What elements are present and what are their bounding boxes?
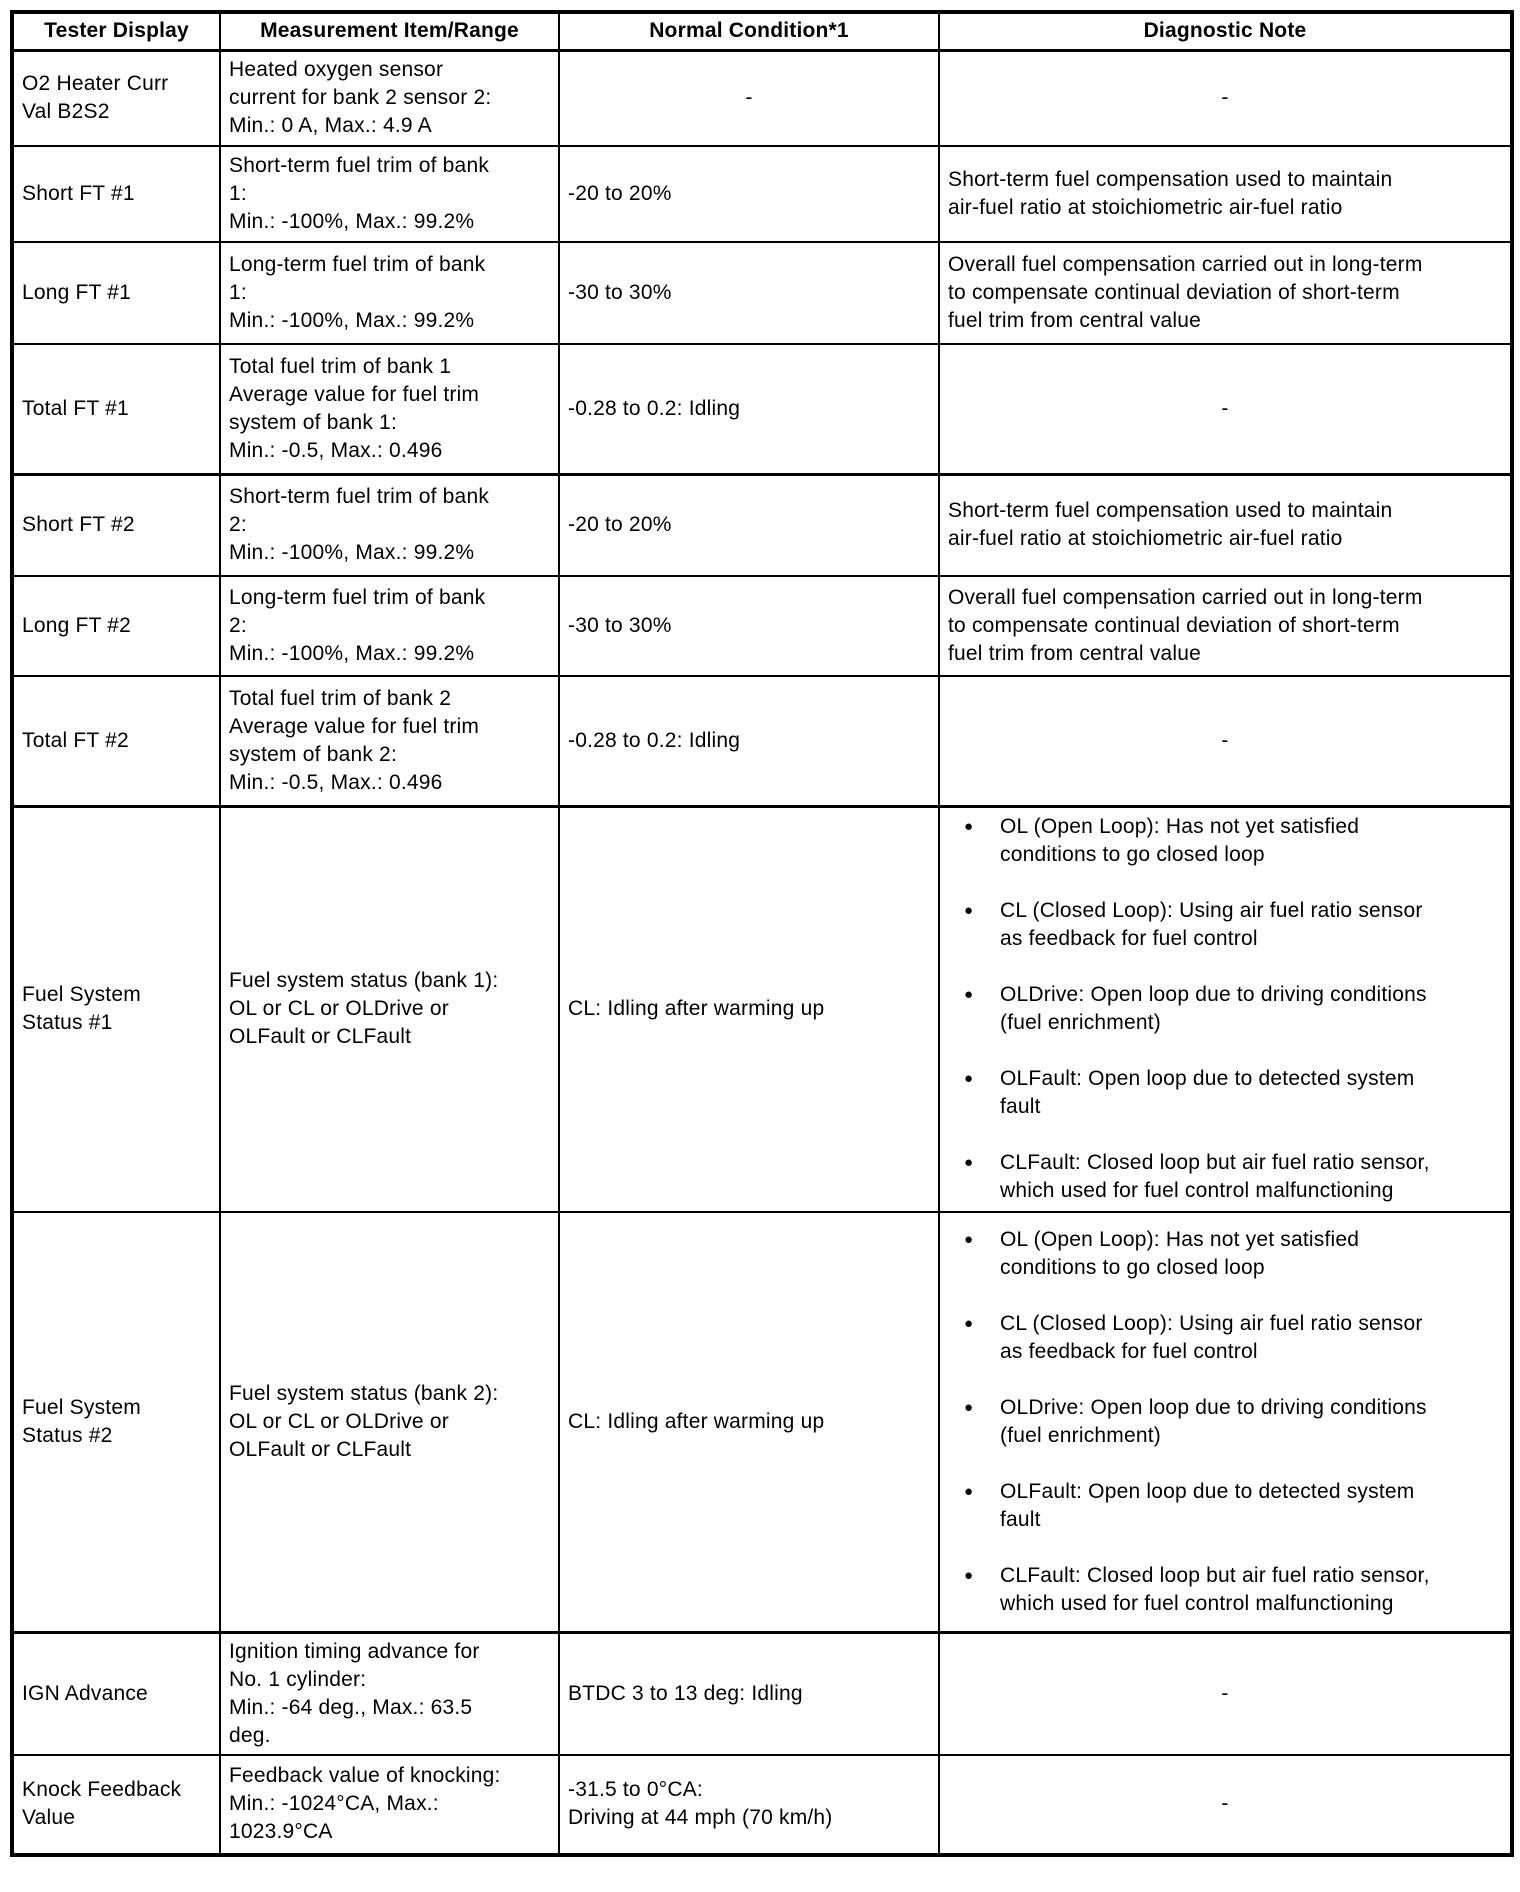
- diagnostic-note-cell: -: [939, 1755, 1512, 1855]
- measurement-item-range-cell: Feedback value of knocking: Min.: -1024°CA, Max.: 1023.9°CA: [220, 1755, 559, 1855]
- normal-condition-cell: CL: Idling after warming up: [559, 806, 939, 1212]
- tester-display-cell: Long FT #1: [12, 242, 220, 344]
- bullet-item-text: OLDrive: Open loop due to driving conditions (fuel enrichment): [1000, 1395, 1427, 1447]
- tester-display-cell: Fuel System Status #1: [12, 806, 220, 1212]
- bullet-icon: ●: [964, 818, 974, 836]
- tester-display-cell: O2 Heater Curr Val B2S2: [12, 50, 220, 146]
- measurement-item-range-cell: Total fuel trim of bank 2 Average value for fuel trim system of bank 2: Min.: -0.5, Max.: 0.496: [220, 676, 559, 806]
- bullet-list-item: [948, 1394, 1504, 1450]
- bullet-item-text: OLFault: Open loop due to detected system fault: [1000, 1479, 1415, 1531]
- measurement-item-range-cell: Short-term fuel trim of bank 2: Min.: -100%, Max.: 99.2%: [220, 474, 559, 576]
- diagnostic-note-cell: -: [939, 344, 1512, 474]
- column-header: Tester Display: [12, 12, 220, 50]
- normal-condition-cell: -30 to 30%: [559, 242, 939, 344]
- bullet-list-item: [948, 1226, 1504, 1282]
- column-header: Measurement Item/Range: [220, 12, 559, 50]
- table-row: [12, 676, 1512, 806]
- normal-condition-cell: -0.28 to 0.2: Idling: [559, 676, 939, 806]
- tester-display-cell: Fuel System Status #2: [12, 1212, 220, 1632]
- normal-condition-cell: -31.5 to 0°CA: Driving at 44 mph (70 km/h): [559, 1755, 939, 1855]
- bullet-icon: ●: [964, 1230, 974, 1248]
- table-row: [12, 50, 1512, 146]
- bullet-list-item: [948, 981, 1504, 1037]
- bullet-list-item: [948, 897, 1504, 953]
- bullet-list-item: [948, 1310, 1504, 1366]
- diagnostic-note-cell: [939, 1212, 1512, 1632]
- normal-condition-cell: -: [559, 50, 939, 146]
- table-body: [12, 50, 1512, 1855]
- normal-condition-cell: -0.28 to 0.2: Idling: [559, 344, 939, 474]
- measurement-item-range-cell: Short-term fuel trim of bank 1: Min.: -100%, Max.: 99.2%: [220, 146, 559, 242]
- measurement-item-range-cell: Fuel system status (bank 2): OL or CL or OLDrive or OLFault or CLFault: [220, 1212, 559, 1632]
- tester-display-cell: Total FT #2: [12, 676, 220, 806]
- measurement-item-range-cell: Long-term fuel trim of bank 1: Min.: -100%, Max.: 99.2%: [220, 242, 559, 344]
- tester-display-cell: IGN Advance: [12, 1632, 220, 1755]
- tester-display-cell: Short FT #2: [12, 474, 220, 576]
- bullet-item-text: CL (Closed Loop): Using air fuel ratio sensor as feedback for fuel control: [1000, 899, 1423, 951]
- bullet-item-text: CLFault: Closed loop but air fuel ratio sensor, which used for fuel control malfunctioning: [1000, 1151, 1430, 1203]
- table-row: [12, 474, 1512, 576]
- diagnostic-note-cell: Short-term fuel compensation used to maintain air-fuel ratio at stoichiometric air-fuel ratio: [939, 474, 1512, 576]
- bullet-item-text: OLDrive: Open loop due to driving conditions (fuel enrichment): [1000, 983, 1427, 1035]
- tester-display-cell: Short FT #1: [12, 146, 220, 242]
- diagnostic-note-cell: -: [939, 50, 1512, 146]
- table-row: [12, 344, 1512, 474]
- table-row: [12, 1632, 1512, 1755]
- tester-display-cell: Long FT #2: [12, 576, 220, 676]
- bullet-list-item: [948, 1478, 1504, 1534]
- measurement-item-range-cell: Fuel system status (bank 1): OL or CL or OLDrive or OLFault or CLFault: [220, 806, 559, 1212]
- measurement-item-range-cell: Long-term fuel trim of bank 2: Min.: -100%, Max.: 99.2%: [220, 576, 559, 676]
- bullet-list-item: [948, 1562, 1504, 1618]
- header-row: [12, 12, 1512, 50]
- bullet-item-text: CL (Closed Loop): Using air fuel ratio sensor as feedback for fuel control: [1000, 1311, 1423, 1363]
- measurement-item-range-cell: Total fuel trim of bank 1 Average value for fuel trim system of bank 1: Min.: -0.5, Max.: 0.496: [220, 344, 559, 474]
- diagnostic-note-cell: Short-term fuel compensation used to maintain air-fuel ratio at stoichiometric air-fuel ratio: [939, 146, 1512, 242]
- bullet-list-item: [948, 1065, 1504, 1121]
- bullet-list-item: [948, 813, 1504, 869]
- measurement-item-range-cell: Ignition timing advance for No. 1 cylinder: Min.: -64 deg., Max.: 63.5 deg.: [220, 1632, 559, 1755]
- normal-condition-cell: -20 to 20%: [559, 474, 939, 576]
- diagnostic-note-cell: Overall fuel compensation carried out in long-term to compensate continual deviation of short-term fuel trim from central value: [939, 576, 1512, 676]
- diagnostic-note-cell: Overall fuel compensation carried out in long-term to compensate continual deviation of short-term fuel trim from central value: [939, 242, 1512, 344]
- normal-condition-cell: -20 to 20%: [559, 146, 939, 242]
- bullet-icon: ●: [964, 1566, 974, 1584]
- table-row: [12, 242, 1512, 344]
- table-row: [12, 806, 1512, 1212]
- diagnostic-note-cell: -: [939, 676, 1512, 806]
- table-row: [12, 1212, 1512, 1632]
- bullet-icon: ●: [964, 1482, 974, 1500]
- bullet-icon: ●: [964, 1398, 974, 1416]
- bullet-item-text: OLFault: Open loop due to detected system fault: [1000, 1067, 1415, 1119]
- bullet-item-text: OL (Open Loop): Has not yet satisfied conditions to go closed loop: [1000, 1227, 1360, 1279]
- normal-condition-cell: BTDC 3 to 13 deg: Idling: [559, 1632, 939, 1755]
- measurement-item-range-cell: Heated oxygen sensor current for bank 2 sensor 2: Min.: 0 A, Max.: 4.9 A: [220, 50, 559, 146]
- bullet-icon: ●: [964, 1070, 974, 1088]
- normal-condition-cell: -30 to 30%: [559, 576, 939, 676]
- column-header: Normal Condition*1: [559, 12, 939, 50]
- bullet-list-item: [948, 1149, 1504, 1205]
- bullet-icon: ●: [964, 986, 974, 1004]
- column-header: Diagnostic Note: [939, 12, 1512, 50]
- bullet-icon: ●: [964, 1314, 974, 1332]
- diagnostic-data-table: [10, 10, 1514, 1857]
- bullet-item-text: OL (Open Loop): Has not yet satisfied conditions to go closed loop: [1000, 815, 1360, 867]
- table-row: [12, 576, 1512, 676]
- bullet-icon: ●: [964, 902, 974, 920]
- table-row: [12, 1755, 1512, 1855]
- bullet-icon: ●: [964, 1154, 974, 1172]
- tester-display-cell: Knock Feedback Value: [12, 1755, 220, 1855]
- table-row: [12, 146, 1512, 242]
- diagnostic-note-cell: -: [939, 1632, 1512, 1755]
- diagnostic-note-cell: [939, 806, 1512, 1212]
- tester-display-cell: Total FT #1: [12, 344, 220, 474]
- normal-condition-cell: CL: Idling after warming up: [559, 1212, 939, 1632]
- bullet-item-text: CLFault: Closed loop but air fuel ratio sensor, which used for fuel control malfunctioning: [1000, 1563, 1430, 1615]
